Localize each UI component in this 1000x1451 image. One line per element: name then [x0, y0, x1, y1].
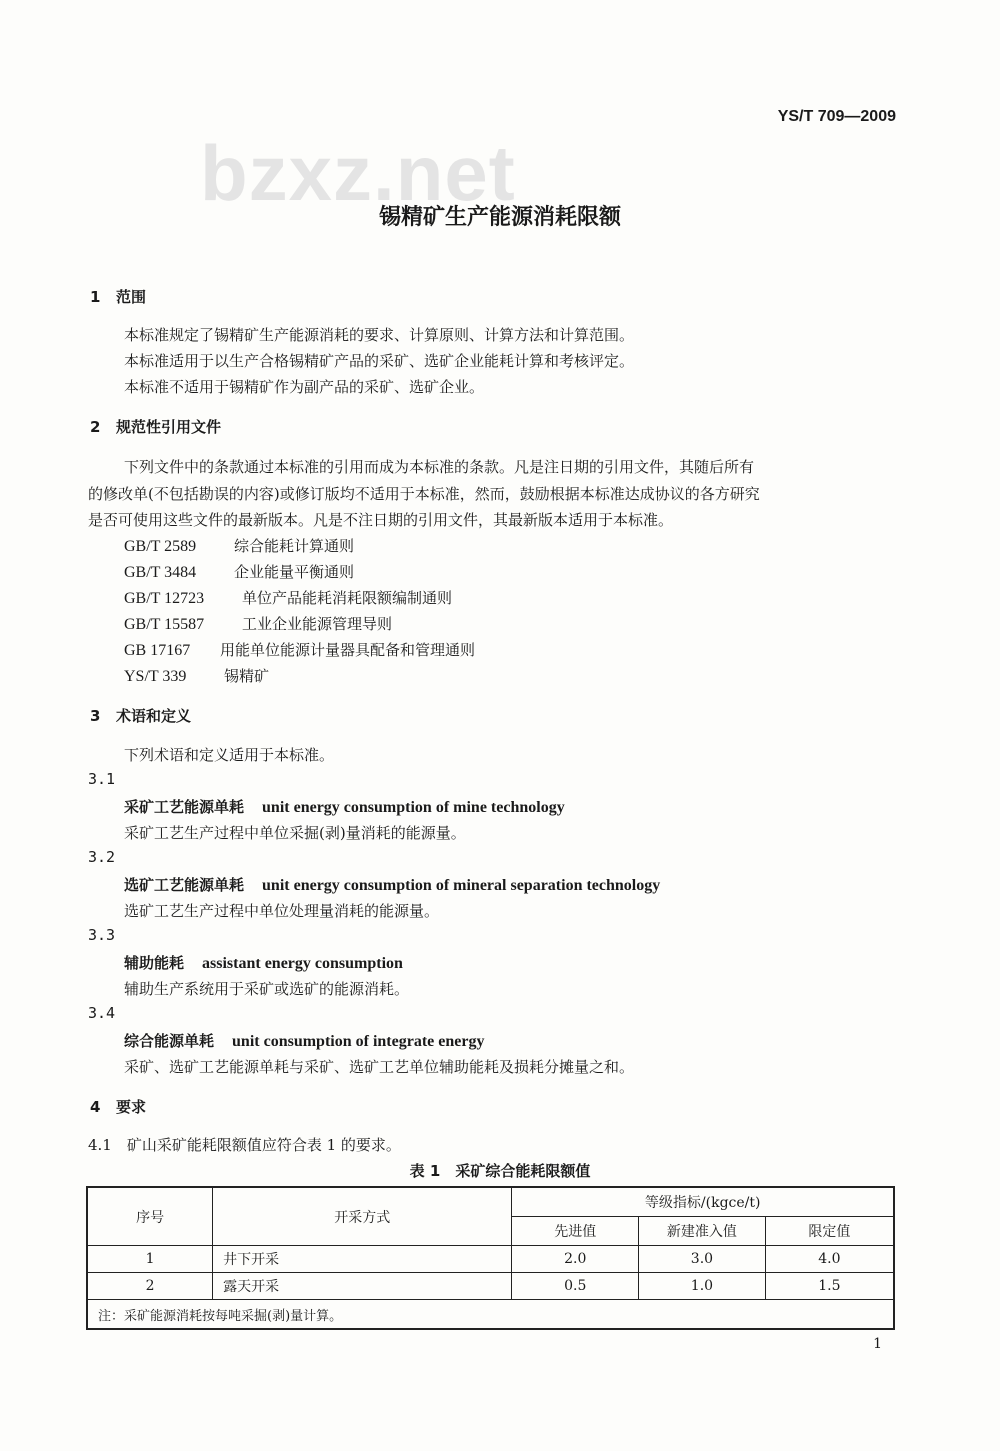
col-header-advanced: 先进值 [512, 1217, 639, 1246]
table-1-title: 表 1 采矿综合能耗限额值 [409, 1162, 591, 1180]
table-note: 注：采矿能源消耗按每吨采掘(剥)量计算。 [87, 1300, 894, 1330]
standard-code: YS/T 709—2009 [777, 108, 896, 125]
document-title: 锡精矿生产能源消耗限额 [378, 205, 621, 230]
col-header-limit: 限定值 [765, 1217, 894, 1246]
section-4-heading: 4 要求 [90, 1098, 147, 1116]
term-name: 综合能源单耗 unit consumption of integrate energy [124, 1032, 485, 1050]
reference-item: GB/T 2589 综合能耗计算通则 [124, 537, 355, 555]
term-number: 3.4 [88, 1004, 116, 1022]
reference-item: GB/T 3484 企业能量平衡通则 [124, 563, 355, 581]
table-row [87, 1273, 894, 1300]
col-header-group: 等级指标/(kgce/t) [512, 1187, 894, 1217]
term-number: 3.1 [88, 770, 116, 788]
term-number: 3.3 [88, 926, 116, 944]
cell-value: 2.0 [512, 1246, 639, 1273]
cell-method: 井下开采 [213, 1246, 512, 1273]
col-header-new-entry: 新建准入值 [639, 1217, 766, 1246]
section-2-line-1: 下列文件中的条款通过本标准的引用而成为本标准的条款。凡是注日期的引用文件，其随后所有 [124, 458, 755, 476]
cell-method: 露天开采 [213, 1273, 512, 1300]
col-header-method: 开采方式 [213, 1187, 512, 1246]
reference-item: GB 17167 用能单位能源计量器具配备和管理通则 [124, 641, 476, 659]
term-number: 3.2 [88, 848, 116, 866]
term-name: 辅助能耗 assistant energy consumption [124, 954, 403, 972]
table-row [87, 1246, 894, 1273]
term-name: 采矿工艺能源单耗 unit energy consumption of mine technology [124, 798, 565, 816]
reference-item: GB/T 12723 单位产品能耗消耗限额编制通则 [124, 589, 453, 607]
cell-no: 2 [87, 1273, 213, 1300]
cell-no: 1 [87, 1246, 213, 1273]
section-1-para-1: 本标准规定了锡精矿生产能源消耗的要求、计算原则、计算方法和计算范围。 [124, 326, 635, 344]
term-definition: 采矿工艺生产过程中单位采掘(剥)量消耗的能源量。 [124, 824, 466, 842]
cell-value: 4.0 [765, 1246, 894, 1273]
col-header-no: 序号 [87, 1187, 213, 1246]
section-1-para-3: 本标准不适用于锡精矿作为副产品的采矿、选矿企业。 [124, 378, 485, 396]
term-definition: 采矿、选矿工艺能源单耗与采矿、选矿工艺单位辅助能耗及损耗分摊量之和。 [124, 1058, 635, 1076]
section-2-heading: 2 规范性引用文件 [90, 418, 222, 436]
section-2-line-3: 是否可使用这些文件的最新版本。凡是不注日期的引用文件，其最新版本适用于本标准。 [88, 511, 674, 529]
term-definition: 辅助生产系统用于采矿或选矿的能源消耗。 [124, 980, 410, 998]
section-3-intro: 下列术语和定义适用于本标准。 [124, 746, 335, 764]
watermark: bzxz.net [200, 129, 516, 217]
section-2-line-2: 的修改单(不包括勘误的内容)或修订版均不适用于本标准，然而，鼓励根据本标准达成协议的各方研究 [88, 485, 760, 503]
page-number: 1 [873, 1336, 882, 1352]
reference-item: YS/T 339 锡精矿 [124, 667, 270, 685]
section-3-heading: 3 术语和定义 [90, 707, 192, 725]
term-definition: 选矿工艺生产过程中单位处理量消耗的能源量。 [124, 902, 440, 920]
term-name: 选矿工艺能源单耗 unit energy consumption of mineral separation technology [124, 876, 661, 894]
clause-4-1: 4.1 矿山采矿能耗限额值应符合表 1 的要求。 [88, 1136, 401, 1154]
cell-value: 0.5 [512, 1273, 639, 1300]
reference-item: GB/T 15587 工业企业能源管理导则 [124, 615, 393, 633]
cell-value: 1.5 [765, 1273, 894, 1300]
cell-value: 1.0 [639, 1273, 766, 1300]
section-1-para-2: 本标准适用于以生产合格锡精矿产品的采矿、选矿企业能耗计算和考核评定。 [124, 352, 635, 370]
cell-value: 3.0 [639, 1246, 766, 1273]
section-1-heading: 1 范围 [90, 288, 147, 306]
energy-limit-table [86, 1186, 895, 1330]
